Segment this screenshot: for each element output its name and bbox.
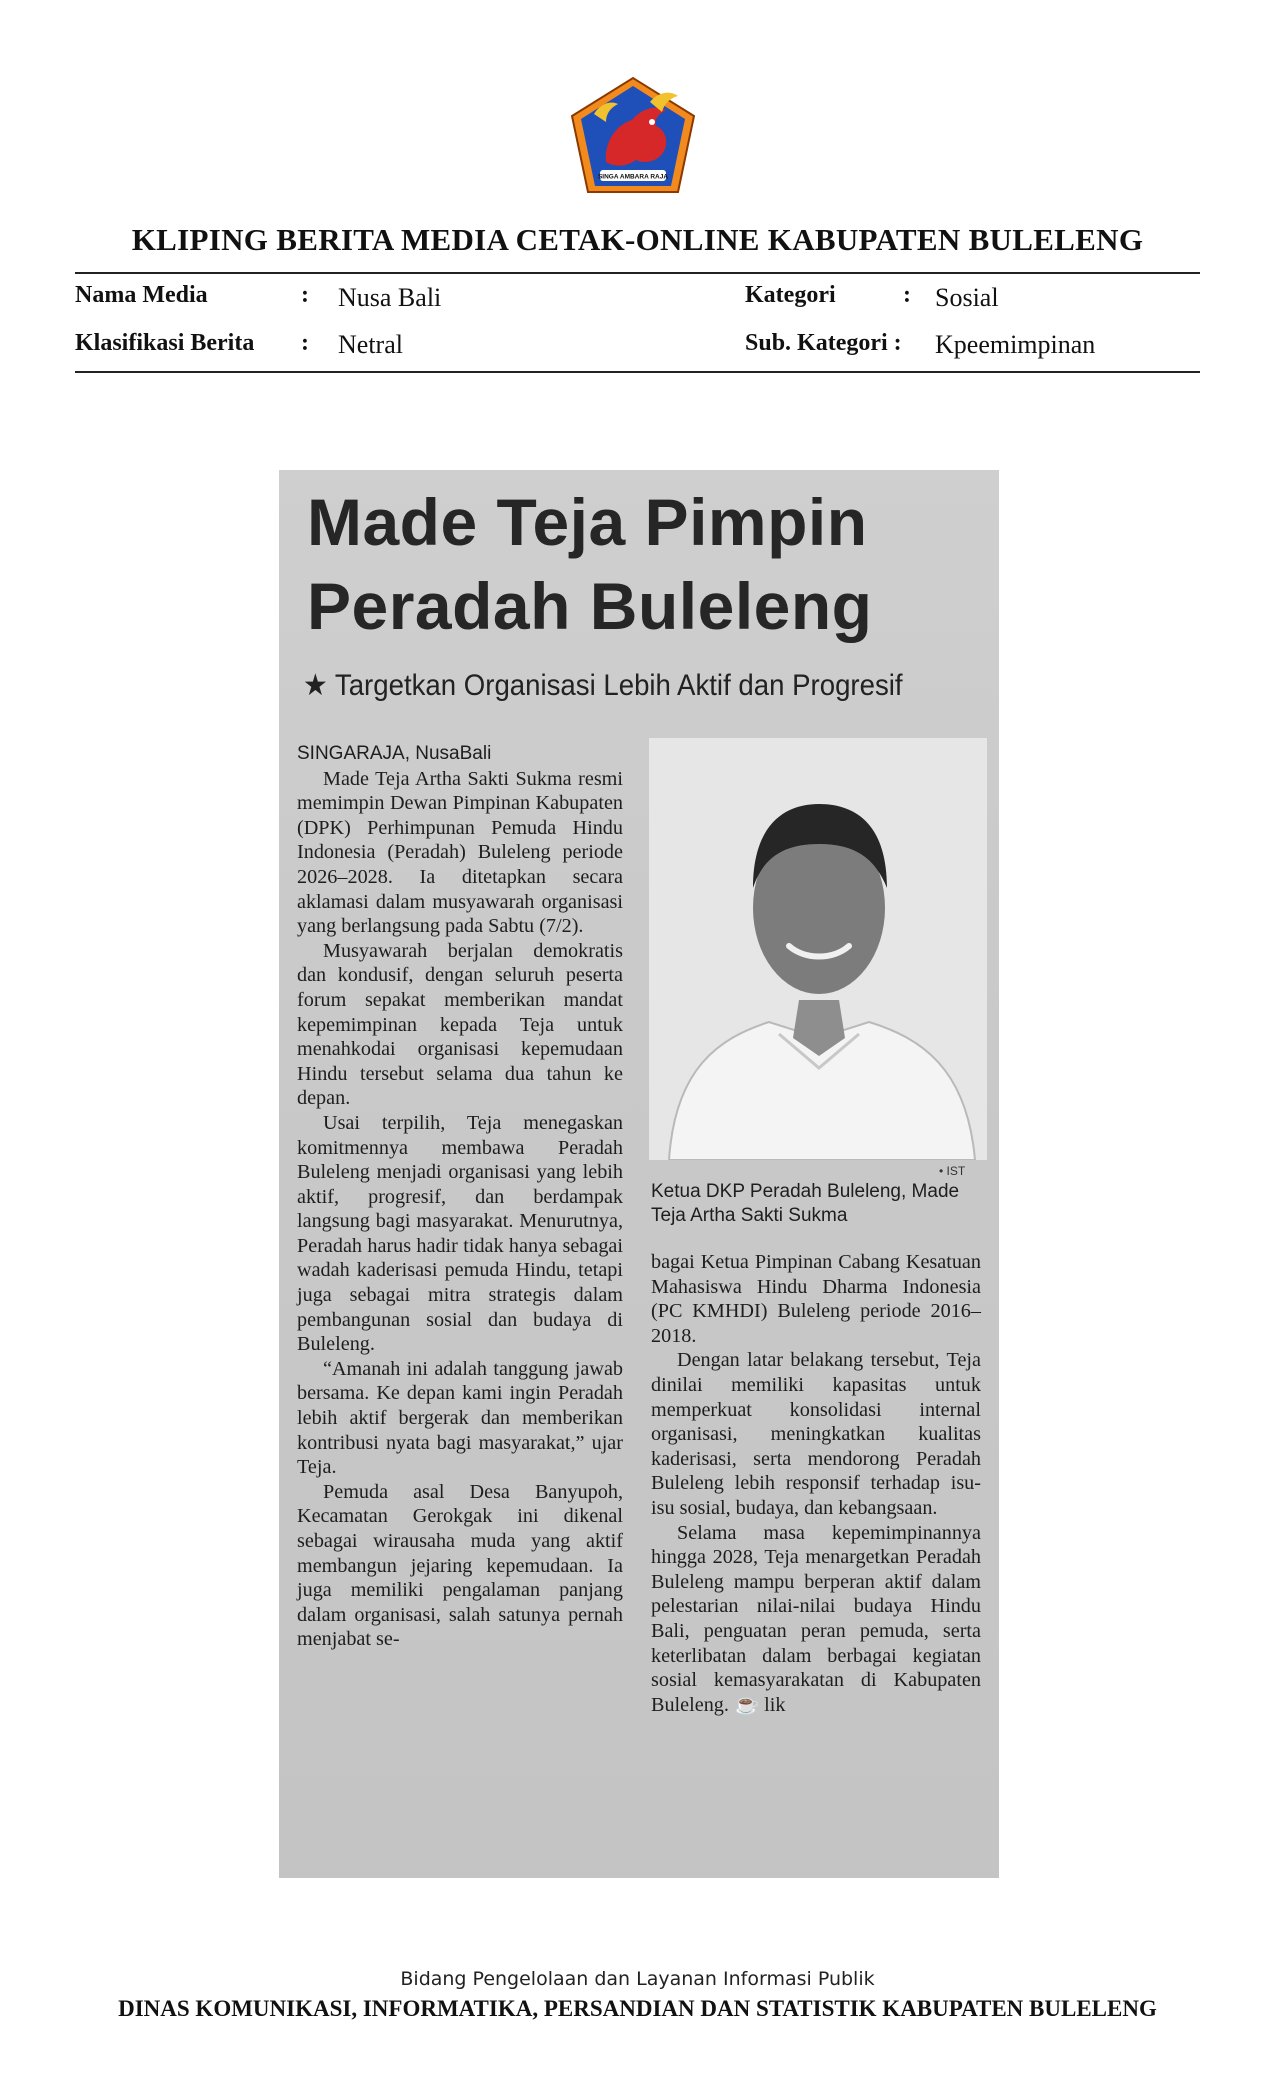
nama-media-value: Nusa Bali (338, 283, 442, 312)
article-paragraph: Usai terpilih, Teja menegaskan komitmennya membawa Peradah Buleleng menjadi organisasi yang lebih aktif, progresif, dan berdampak langsung bagi masyarakat. Menurutnya, Peradah harus hadir tidak hanya sebagai wadah kaderisasi pemuda Hindu, tetapi juga sebagai mitra strategis dalam pembangunan sosial dan budaya di Buleleng. (297, 1111, 623, 1356)
nama-media-colon: : (301, 282, 309, 308)
photo-caption: Ketua DKP Peradah Buleleng, Made Teja Artha Sakti Sukma (651, 1181, 960, 1226)
article-paragraph: Dengan latar belakang tersebut, Teja dinilai memiliki kapasitas untuk memperkuat konsolidasi internal organisasi, meningkatkan kualitas kaderisasi, serta mendorong Peradah Buleleng lebih responsif terhadap isu-isu sosial, budaya, dan kebangsaan. (651, 1349, 981, 1519)
article-subhead: ★ Targetkan Organisasi Lebih Aktif dan Progresif (303, 669, 903, 702)
article-paragraph: “Amanah ini adalah tanggung jawab bersama. Ke depan kami ingin Peradah lebih aktif bergerak dan memberikan kontribusi nyata bagi masyarakat,” ujar Teja. (297, 1357, 623, 1479)
kategori-label: Kategori (745, 282, 836, 308)
article-headline: Made Teja Pimpin Peradah Buleleng (307, 485, 873, 643)
klasifikasi-colon: : (301, 330, 309, 356)
article-paragraph: Selama masa kepemimpinannya hingga 2028, Teja menargetkan Peradah Buleleng mampu berperan aktif dalam pelestarian nilai-nilai budaya Hindu Bali, penguatan peran pemuda, serta keterlibatan dalam berbagai kegiatan sosial kemasyarakatan di Kabupaten Buleleng. ☕ lik (651, 1521, 981, 1716)
header-divider-bottom (75, 371, 1200, 373)
article-paragraph: Made Teja Artha Sakti Sukma resmi memimpin Dewan Pimpinan Kabupaten (DPK) Perhimpunan Pemuda Hindu Indonesia (Peradah) Buleleng periode 2026–2028. Ia ditetapkan secara aklamasi dalam musyawarah organisasi yang berlangsung pada Sabtu (7/2). (297, 767, 623, 938)
article-paragraph: Musyawarah berjalan demokratis dan kondusif, dengan seluruh peserta forum sepakat memberikan mandat kepemimpinan kepada Teja untuk menahkodai organisasi kepemudaan Hindu tersebut selama dua tahun ke depan. (297, 939, 623, 1110)
article-dateline: SINGARAJA, NusaBali (297, 743, 492, 764)
emblem-logo (566, 74, 700, 198)
article-paragraph: Pemuda asal Desa Banyupoh, Kecamatan Gerokgak ini dikenal sebagai wirausaha muda yang aktif membangun jejaring kepemudaan. Ia juga memiliki pengalaman panjang dalam organisasi, salah satunya pernah menjabat se- (297, 1480, 623, 1651)
klasifikasi-value: Netral (338, 330, 403, 359)
kategori-value: Sosial (935, 283, 999, 312)
header-divider-top (75, 272, 1200, 274)
newspaper-clipping (279, 470, 999, 1878)
page-title: KLIPING BERITA MEDIA CETAK-ONLINE KABUPATEN BULELENG (131, 222, 1144, 257)
article-paragraph: bagai Ketua Pimpinan Cabang Kesatuan Mahasiswa Hindu Dharma Indonesia (PC KMHDI) Buleleng periode 2016–2018. (651, 1251, 981, 1347)
klasifikasi-label: Klasifikasi Berita (75, 330, 255, 356)
article-column-right (651, 1250, 981, 1717)
sub-kategori-value: Kpeemimpinan (935, 330, 1096, 359)
portrait-photo-icon (649, 738, 987, 1160)
nama-media-label: Nama Media (75, 282, 208, 308)
kategori-colon: : (903, 282, 911, 308)
article-photo (649, 738, 987, 1160)
singa-ambara-raja-emblem-icon (566, 74, 700, 198)
footer-agency: DINAS KOMUNIKASI, INFORMATIKA, PERSANDIAN DAN STATISTIK KABUPATEN BULELENG (118, 1996, 1157, 2021)
article-column-left (297, 742, 623, 1652)
footer-division: Bidang Pengelolaan dan Layanan Informasi Publik (400, 1968, 875, 1990)
logo-text: SINGA AMBARA RAJA (597, 173, 669, 181)
photo-credit: • IST (939, 1164, 966, 1178)
sub-kategori-label: Sub. Kategori : (745, 330, 902, 356)
